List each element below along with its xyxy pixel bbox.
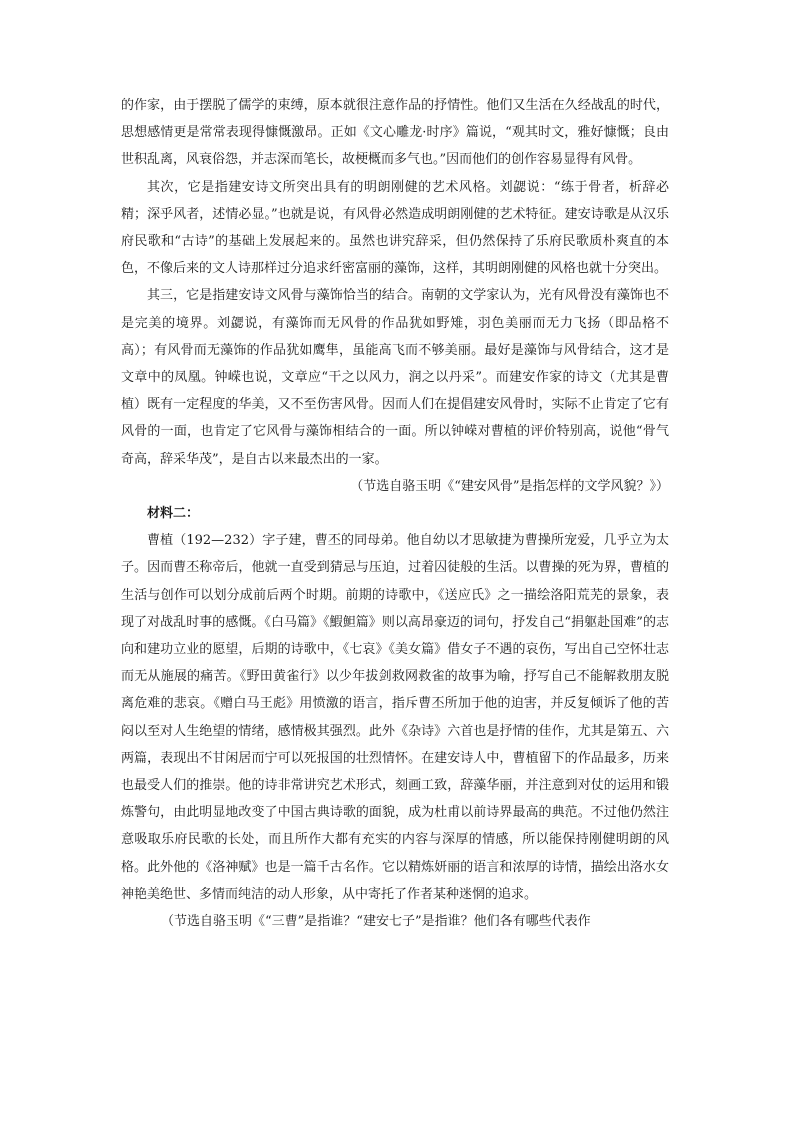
- source-citation-2: （节选自骆玉明《“三曹”是指谁？“建安七子”是指谁？他们各有哪些代表作: [161, 914, 591, 930]
- source-citation-1: （节选自骆玉明《“建安风骨”是指怎样的文学风貌？》）: [350, 478, 669, 494]
- paragraph-continuation: 的作家，由于摆脱了儒学的束缚，原本就很注意作品的抒情性。他们又生活在久经战乱的时代，思想感情更是常常表现得慷慨激昂。正如《文心雕龙·时序》篇说，“观其时文，雅好慷慨；良由世积乱离，风衰俗怨，并志深而笔长，故梗概而多气也。”因而他们的创作容易显得有风骨。: [121, 98, 669, 168]
- material-two-heading: 材料二：: [147, 506, 200, 522]
- paragraph-second-point: 其次，它是指建安诗文所突出具有的明朗刚健的艺术风格。刘勰说：“练于骨者，析辞必精；深乎风者，述情必显。”也就是说，有风骨必然造成明朗刚健的艺术特征。建安诗歌是从汉乐府民歌和“古诗”的基础上发展起来的。虽然也讲究辞采，但仍然保持了乐府民歌质朴爽直的本色，不像后来的文人诗那样过分追求纤密富丽的藻饰，这样，其明朗刚健的风格也就十分突出。: [121, 179, 669, 277]
- paragraph-cao-zhi: 曹植（192—232）字子建，曹丕的同母弟。他自幼以才思敏捷为曹操所宠爱，几乎立为太子。因而曹丕称帝后，他就一直受到猜忌与压迫，过着囚徒般的生活。以曹操的死为界，曹植的生活与创作可以划分成前后两个时期。前期的诗歌中，《送应氏》之一描绘洛阳荒芜的景象，表现了对战乱时事的感慨。《白马篇》《鰕䱇篇》则以高昂豪迈的词句，抒发自己“捐躯赴国难”的志向和建功立业的愿望，后期的诗歌中，《七哀》《美女篇》借女子不遇的哀伤，写出自己空怀壮志而无从施展的痛苦。《野田黄雀行》以少年拔剑救网救雀的故事为喻，抒写自己不能解救朋友脱离危难的悲哀。《赠白马王彪》用愤激的语言，指斥曹丕所加于他的迫害，并反复倾诉了他的苦闷以至对人生绝望的情绪，感情极其强烈。此外《杂诗》六首也是抒情的佳作，尤其是第五、六两篇，表现出不甘闲居而宁可以死报国的壮烈情怀。在建安诗人中，曹植留下的作品最多，历来也最受人们的推崇。他的诗非常讲究艺术形式，刻画工致，辞藻华丽，并注意到对仗的运用和锻炼警句，由此明显地改变了中国古典诗歌的面貌，成为杜甫以前诗界最高的典范。不过他仍然注意吸取乐府民歌的长处，而且所作大都有充实的内容与深厚的情感，所以能保持刚健明朗的风格。此外他的《洛神赋》也是一篇千古名作。它以精炼妍丽的语言和浓厚的诗情，描绘出洛水女神艳美绝世、多情而纯洁的动人形象，从中寄托了作者某种迷惘的追求。: [121, 533, 669, 902]
- document-page: [121, 92, 669, 935]
- paragraph-third-point: 其三，它是指建安诗文风骨与藻饰恰当的结合。南朝的文学家认为，光有风骨没有藻饰也不是完美的境界。刘勰说，有藻饰而无风骨的作品犹如野雉，羽色美丽而无力飞扬（即品格不高）；有风骨而无藻饰的作品犹如鹰隼，虽能高飞而不够美丽。最好是藻饰与风骨结合，这才是文章中的凤凰。钟嵘也说，文章应“干之以风力，润之以丹采”。而建安作家的诗文（尤其是曹植）既有一定程度的华美，又不至伤害风骨。因而人们在提倡建安风骨时，实际不止肯定了它有风骨的一面，也肯定了它风骨与藻饰相结合的一面。所以钟嵘对曹植的评价特别高，说他“骨气奇高，辞采华茂”，是自古以来最杰出的一家。: [121, 288, 669, 467]
